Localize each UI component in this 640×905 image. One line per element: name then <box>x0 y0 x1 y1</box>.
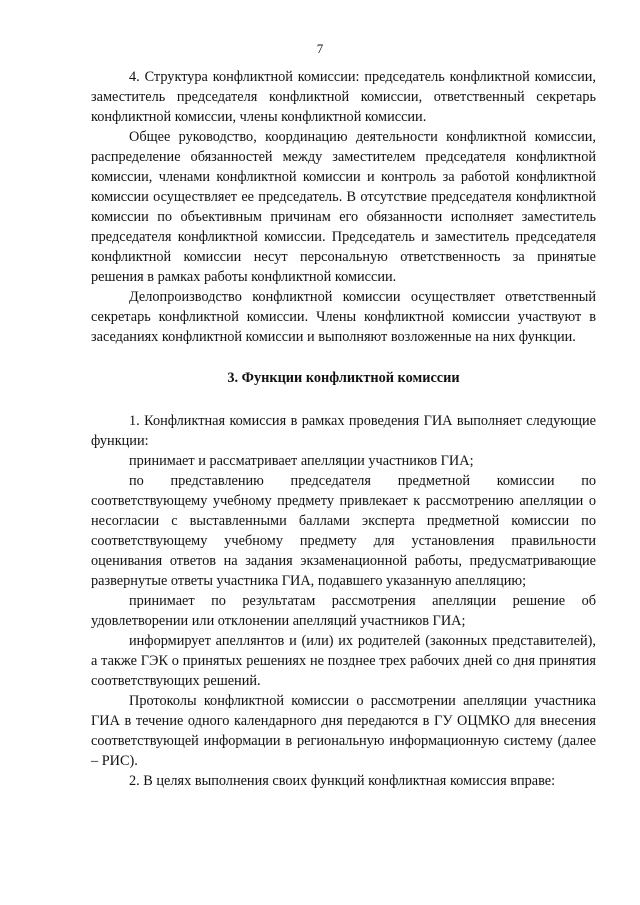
page-number: 7 <box>316 41 324 56</box>
paragraph-general-management: Общее руководство, координацию деятельности конфликтной комиссии, распределение обязанностей между заместителем председателя конфликтной комиссии, членами конфликтной комиссии и контроль за работой конфликтной комиссии осуществляет ее председатель. В отсутствие председателя конфликтной комиссии по объективным причинам его обязанности исполняет заместитель председателя конфликтной комиссии. Председатель и заместитель председателя конфликтной комиссии несут персональную ответственность за принятые решения в рамках работы конфликтной комиссии. <box>91 129 596 285</box>
paragraph-protocols: Протоколы конфликтной комиссии о рассмотрении апелляции участника ГИА в течение одного календарного дня передаются в ГУ ОЦМКО для внесения соответствующей информации в региональную информационную систему (далее – РИС). <box>91 693 596 769</box>
paragraph-function-accepts: принимает и рассматривает апелляции участников ГИА; <box>129 453 474 469</box>
paragraph-functions-intro: 1. Конфликтная комиссия в рамках проведения ГИА выполняет следующие функции: <box>91 413 596 449</box>
paragraph-function-informs: информирует апеллянтов и (или) их родителей (законных представителей), а также ГЭК о принятых решениях не позднее трех рабочих дней со дня принятия соответствующих решений. <box>91 633 596 689</box>
paragraph-record-keeping: Делопроизводство конфликтной комиссии осуществляет ответственный секретарь конфликтной комиссии. Члены конфликтной комиссии участвуют в заседаниях конфликтной комиссии и выполняют возложенные на них функции. <box>91 289 596 345</box>
paragraph-rights-intro: 2. В целях выполнения своих функций конфликтная комиссия вправе: <box>129 773 556 789</box>
document-body <box>91 67 596 791</box>
paragraph-function-engages-expert: по представлению председателя предметной комиссии по соответствующему учебному предмету привлекает к рассмотрению апелляции о несогласии с выставленными баллами эксперта предметной комиссии по соответствующему учебному предмету для установления правильности оценивания ответов на задания экзаменационной работы, предусматривающие развернутые ответы участника ГИА, подавшего указанную апелляцию; <box>91 473 596 589</box>
section-heading: 3. Функции конфликтной комиссии <box>227 370 460 386</box>
paragraph-commission-structure: 4. Структура конфликтной комиссии: председатель конфликтной комиссии, заместитель председателя конфликтной комиссии, ответственный секретарь конфликтной комиссии, члены конфликтной комиссии. <box>91 69 596 125</box>
paragraph-function-decides: принимает по результатам рассмотрения апелляции решение об удовлетворении или отклонении апелляций участников ГИА; <box>91 593 596 629</box>
